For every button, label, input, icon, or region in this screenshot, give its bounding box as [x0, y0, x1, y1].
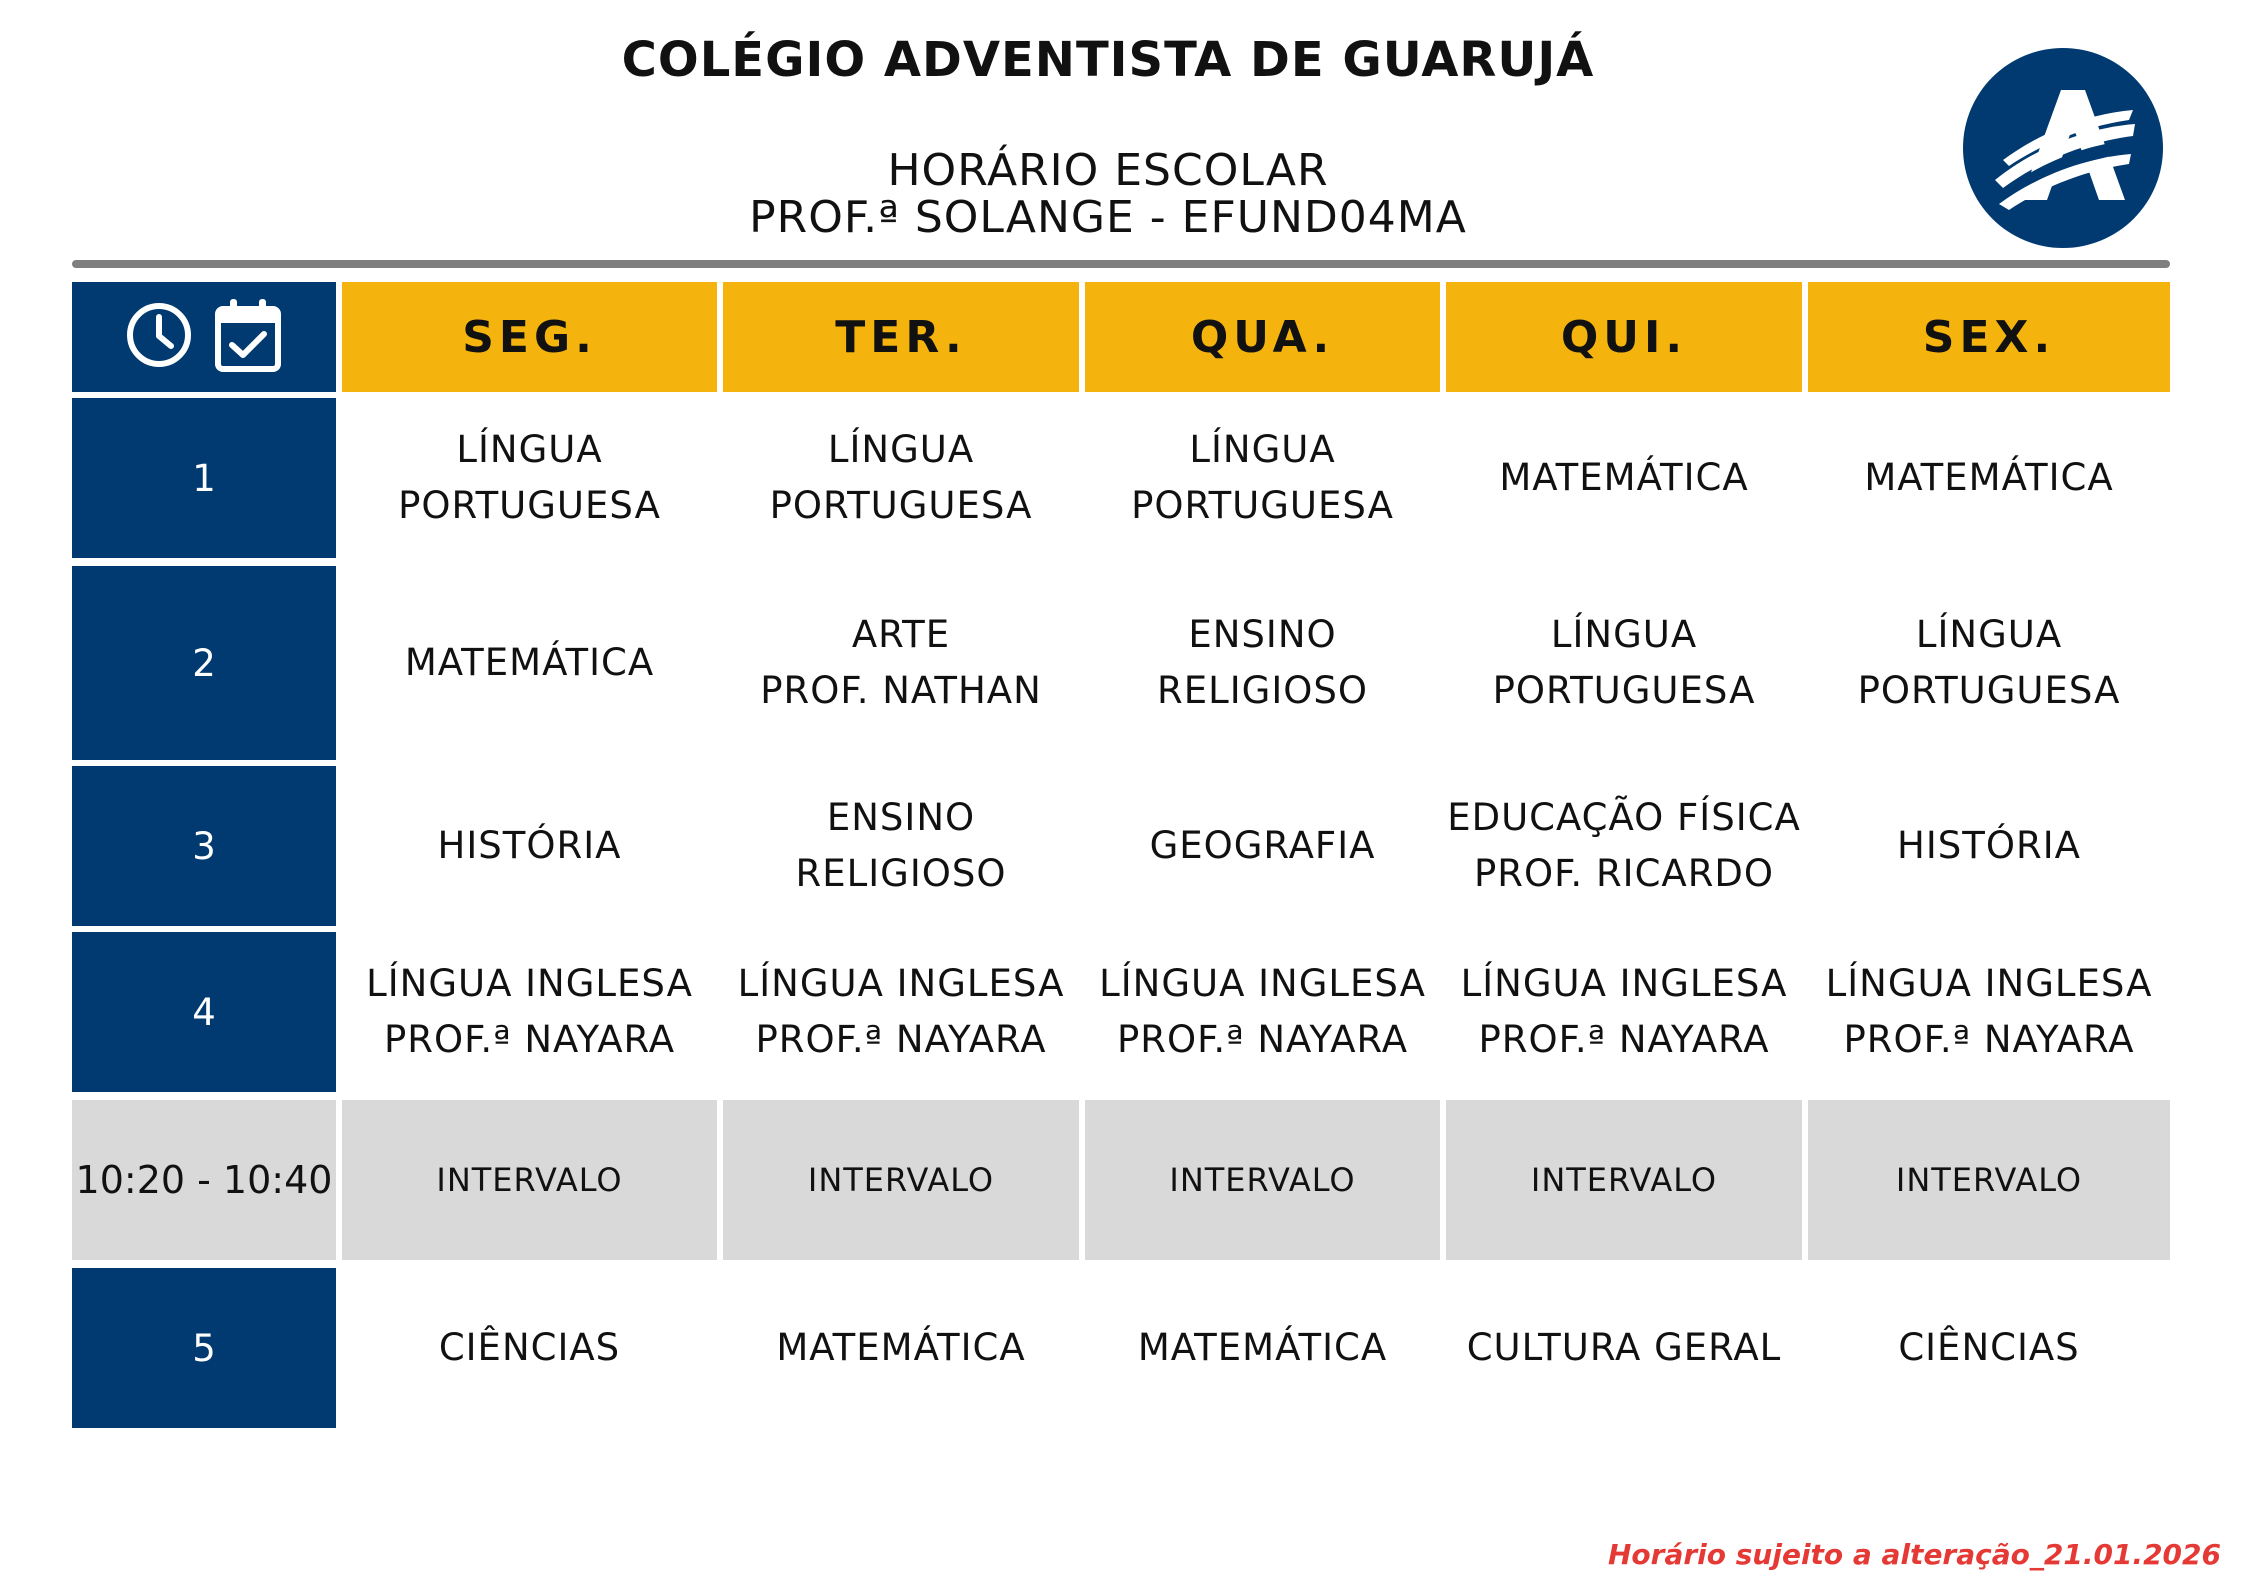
subject-line: INTERVALO	[1530, 1161, 1718, 1199]
subject-line: CIÊNCIAS	[1898, 1326, 2080, 1369]
break-time-label: 10:20 - 10:40	[72, 1100, 336, 1260]
subject-cell	[723, 932, 1079, 1092]
subject-line: ARTE	[851, 613, 951, 656]
header-divider	[72, 260, 2170, 268]
subject-line: MATEMÁTICA	[1864, 456, 2114, 499]
break-cell	[1085, 1100, 1440, 1260]
subject-line: LÍNGUA INGLESA	[1099, 962, 1426, 1005]
day-header-4: QUI.	[1446, 282, 1802, 392]
subject-line: ENSINO	[1188, 613, 1337, 656]
break-cell	[1446, 1100, 1802, 1260]
break-cell	[723, 1100, 1079, 1260]
subject-cell	[1446, 766, 1802, 926]
subject-cell	[1808, 932, 2170, 1092]
calendar-check-icon	[213, 297, 283, 377]
day-header-5: SEX.	[1808, 282, 2170, 392]
subject-line: LÍNGUA INGLESA	[1825, 962, 2153, 1005]
subject-line: PORTUGUESA	[769, 484, 1033, 527]
subject-cell	[1085, 566, 1440, 760]
subject-line: PORTUGUESA	[398, 484, 661, 527]
subject-line: PROF.ª NAYARA	[755, 1018, 1047, 1061]
subject-cell	[1085, 932, 1440, 1092]
subject-line: PROF.ª NAYARA	[1116, 1018, 1409, 1061]
subject-cell	[1446, 932, 1802, 1092]
schedule-footnote: Horário sujeito a alteração_21.01.2026	[1608, 1538, 2221, 1571]
subject-cell	[1808, 1268, 2170, 1428]
subject-line: PORTUGUESA	[1857, 669, 2121, 712]
subject-line: MATEMÁTICA	[1499, 456, 1749, 499]
subject-line: RELIGIOSO	[1157, 669, 1368, 712]
subject-line: LÍNGUA INGLESA	[737, 962, 1065, 1005]
subject-line: PROF. NATHAN	[760, 669, 1042, 712]
subject-cell	[1085, 1268, 1440, 1428]
subject-cell	[1085, 766, 1440, 926]
subject-line: CIÊNCIAS	[438, 1326, 621, 1369]
subject-cell	[1085, 398, 1440, 558]
subject-cell	[1446, 398, 1802, 558]
day-header-2: TER.	[723, 282, 1079, 392]
day-header-3: QUA.	[1085, 282, 1440, 392]
period-label-2: 2	[72, 566, 336, 760]
subject-cell	[342, 1268, 717, 1428]
subject-line: PROF.ª NAYARA	[1843, 1018, 2135, 1061]
subject-cell	[342, 566, 717, 760]
subject-line: PORTUGUESA	[1492, 669, 1756, 712]
subject-cell	[723, 566, 1079, 760]
teacher-class-line: PROF.ª SOLANGE - EFUND04MA	[749, 192, 1467, 243]
subject-line: INTERVALO	[436, 1161, 623, 1199]
subject-line: INTERVALO	[1169, 1161, 1356, 1199]
subject-line: HISTÓRIA	[437, 824, 622, 867]
subject-line: LÍNGUA	[1915, 613, 2063, 656]
subject-line: MATEMÁTICA	[404, 641, 655, 684]
subject-line: LÍNGUA	[456, 428, 603, 471]
subject-line: INTERVALO	[1895, 1161, 2083, 1199]
school-name: COLÉGIO ADVENTISTA DE GUARUJÁ	[621, 32, 1595, 88]
subject-line: CULTURA GERAL	[1466, 1326, 1782, 1369]
subject-line: LÍNGUA	[1550, 613, 1698, 656]
break-cell	[1808, 1100, 2170, 1260]
subject-cell	[723, 1268, 1079, 1428]
schedule-title: HORÁRIO ESCOLAR	[887, 145, 1329, 196]
subject-line: LÍNGUA	[827, 428, 975, 471]
subject-line: PROF.ª NAYARA	[383, 1018, 676, 1061]
subject-line: GEOGRAFIA	[1149, 824, 1376, 867]
subject-cell	[342, 932, 717, 1092]
period-label-4: 4	[72, 932, 336, 1092]
subject-line: MATEMÁTICA	[776, 1326, 1026, 1369]
clock-icon	[125, 301, 193, 373]
subject-cell	[1808, 766, 2170, 926]
subject-cell	[723, 398, 1079, 558]
subject-line: RELIGIOSO	[795, 852, 1007, 895]
subject-line: LÍNGUA	[1189, 428, 1336, 471]
day-header-1: SEG.	[342, 282, 717, 392]
period-label-5: 5	[72, 1268, 336, 1428]
subject-cell	[1446, 1268, 1802, 1428]
subject-line: MATEMÁTICA	[1137, 1326, 1388, 1369]
subject-line: LÍNGUA INGLESA	[1460, 962, 1788, 1005]
subject-cell	[723, 766, 1079, 926]
subject-line: EDUCAÇÃO FÍSICA	[1447, 796, 1801, 839]
period-label-3: 3	[72, 766, 336, 926]
adventist-a-logo	[1963, 48, 2163, 248]
subject-cell	[342, 398, 717, 558]
break-cell	[342, 1100, 717, 1260]
subject-line: INTERVALO	[807, 1161, 995, 1199]
corner-icons-cell	[72, 282, 336, 392]
subject-line: ENSINO	[826, 796, 976, 839]
subject-line: LÍNGUA INGLESA	[366, 962, 693, 1005]
subject-line: HISTÓRIA	[1897, 824, 2081, 867]
subject-cell	[1808, 398, 2170, 558]
period-label-1: 1	[72, 398, 336, 558]
subject-cell	[1808, 566, 2170, 760]
subject-line: PORTUGUESA	[1131, 484, 1394, 527]
subject-line: PROF.ª NAYARA	[1478, 1018, 1770, 1061]
subject-line: PROF. RICARDO	[1473, 852, 1775, 895]
subject-cell	[342, 766, 717, 926]
subject-cell	[1446, 566, 1802, 760]
